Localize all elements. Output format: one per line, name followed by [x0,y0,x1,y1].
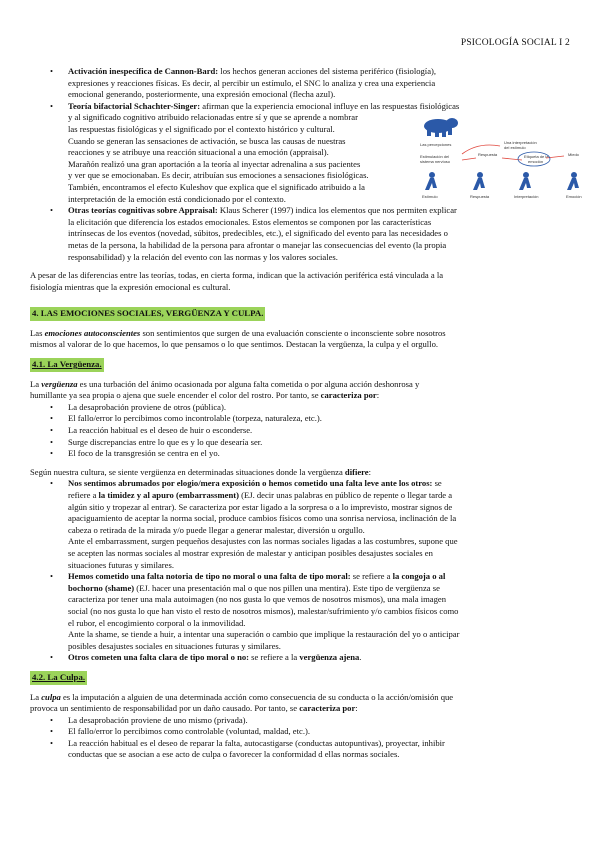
list-item: • La reacción habitual es el deseo de huir o esconderse. [30,425,570,437]
page-content [30,66,570,761]
paragraph: La culpa es la imputación a alguien de una determinada acción como consecuencia de su conducta o la acción/omisión que provoca un sentimiento de responsabilidad por un daño causado. Por tanto, se caracteriza por: [30,691,454,714]
term: Otras teorías cognitivas sobre Appraisal: [68,205,218,216]
list-item: • Teoría bifactorial Schachter-Singer: afirman que la experiencia emocional influye en las respuestas fisiológicas y al significado cognitivo atribuido relacionadas entre sí y que se aprende a nombrar las respuestas fisiológicas y el significado por el contexto histórico y cultural. Cuando se generan las sensaciones de activación, se busca las causas de nuestras reacciones y se atribuye una reacción situacional a una emoción (appraisal). Marañón realizó una gran aportación a la teoría al inyectar adrenalina a sus pacientes y ver que se emocionaban. Es decir, atribuían sus emociones a sensaciones fisiológicas. También, encontramos el efecto Kuleshov que explica que el significado atribuido a la interpretación de la emoción está condicionado por el contexto. [30,101,570,205]
list-item: • Activación inespecífica de Cannon-Bard: los hechos generan acciones del sistema periférico (fisiología), expresiones y reacciones físicas. Es decir, al percibir un estímulo, el SNC lo analiza y crea una experiencia emocional generando, posteriormente, una expresión emocional (flecha azul). [30,66,570,101]
list-item: • Otras teorías cognitivas sobre Appraisal: Klaus Scherer (1997) indica los elementos que nos permiten explicar la elicitación que diferencia los estados emocionales. Estos elementos se componen por las características intrínsecas de los eventos (novedad, súbitos, predecibles, etc.), el significado del evento para las necesidades o metas de la persona, la habilidad de la persona para afrontar o manejar las consecuencias del evento (la propia responsabilidad) y la relación del evento con las normas y los valores sociales. [30,205,570,263]
section-heading: 4. LAS EMOCIONES SOCIALES, VERGÜENZA Y CULPA. [30,307,265,321]
page-header: PSICOLOGÍA SOCIAL I 2 [460,38,570,48]
shame-characteristics-list [30,402,570,460]
fig-label-13: Emoción [566,194,582,199]
fig-label-4: Una interpretación [504,140,537,145]
subsection-heading: 4.1. La Vergüenza. [30,358,104,372]
fig-label-9: Miedo [568,152,579,157]
fig-label-3: sistema nervioso [420,159,451,164]
fig-label-2: Estimulación del [420,154,450,159]
list-item: • Otros cometen una falta clara de tipo moral o no: se refiere a la vergüenza ajena. [30,652,570,664]
term: Activación inespecífica de Cannon-Bard: [68,66,219,76]
list-item: • La desaprobación proviene de uno mismo (privada). [30,715,570,727]
list-item: • Nos sentimos abrumados por elogio/mera exposición o hemos cometido una falta leve ante los otros: se refiere a la timidez y al apuro (embarrassment) (EJ. decir unas palabras en público de repente o llegar tarde a algún sitio y tropezar al entrar). Se caracteriza por estar ligado a la sorpresa o a lo imprevisto, mostrar signos de apaciguamiento de aceptar la norma social, produce cambios físicos como una sonrisa nerviosa, inclinación de la cabeza o retirada de la mirada y/o puede llegar a generar malestar, diversión u orgullo. Ante el embarrassment, surgen pequeños desajustes con las normas sociales ligadas a las costumbres, supone que se acepten las normas sociales al mostrar expresión de malestar y anticipan posibles desajustes sociales en situaciones futuras y similares. [30,478,570,571]
paragraph: A pesar de las diferencias entre las teorías, todas, en cierta forma, indican que la activación periférica está vinculada a la fisiología mientras que la expresión emocional es cultural. [30,270,444,292]
list-item: • Surge discrepancias entre lo que es y lo que desearía ser. [30,437,570,449]
list-item: • El foco de la transgresión se centra en el yo. [30,448,570,460]
list-item: • La reacción habitual es el deseo de reparar la falta, autocastigarse (conductas autopuntivas), proyectar, inhibir conductas que se asocian a ese acto de culpa o favorecer la conformidad d ellas normas sociales. [30,738,570,761]
fig-label-12: Interpretación [514,194,539,199]
list-item: • El fallo/error lo percibimos como controlable (voluntad, maldad, etc.). [30,726,570,738]
paragraph: Según nuestra cultura, se siente vergüenza en determinadas situaciones donde la vergüenza difiere: [30,466,372,477]
list-item: • El fallo/error lo percibimos como incontrolable (torpeza, naturaleza, etc.). [30,413,570,425]
paragraph: Las emociones autoconscientes son sentimientos que surgen de una evaluación consciente o inconsciente sobre nosotros mismos al valorar de lo que hacemos, lo que pensamos o lo que sentimos. Destacan la vergüenza, la culpa y el orgullo. [30,327,446,350]
guilt-characteristics-list [30,715,570,761]
fig-label-8: emoción [528,159,544,164]
fig-label-5: del estímulo [504,145,526,150]
list-item: • La desaprobación proviene de otros (pública). [30,402,570,414]
shame-types-list [30,478,570,664]
paragraph: La vergüenza es una turbación del ánimo ocasionada por alguna falta cometida o por alguna acción deshonrosa y humillante ya sea propia o ajena que suele encender el color del rostro. Por tanto, se caracteriza por: [30,378,420,401]
list-item: • Hemos cometido una falta notoria de tipo no moral o una falta de tipo moral: se refiere a la congoja o al bochorno (shame) (EJ. hacer una presentación mal o que nos pillen una mentira). Este tipo de vergüenza se caracteriza por tener una mala autoimagen (no nos gusta lo que vemos de nosotros mismos), una mala imagen social (no nos gusta lo que han visto el resto de nosotros mismos), malestar/sufrimiento y/o cambios físicos como el rubor, el encogimiento corporal o la inmovilidad. Ante la shame, se tiende a huir, a intentar una superación o cambio que implique la restauración del yo o anticipar posibles desajustes sociales en situaciones futuras y similares. [30,571,570,652]
fig-label-10: Estímulo [422,194,438,199]
theory-list [30,66,570,263]
fig-label-7: Etiqueta de la [524,154,549,159]
fig-label-6: Respuesta [478,152,498,157]
term: Teoría bifactorial Schachter-Singer: [68,100,201,111]
fig-label-11: Respuesta [470,194,490,199]
fig-label-1: Las percepciones [420,142,452,147]
subsection-heading: 4.2. La Culpa. [30,671,87,685]
